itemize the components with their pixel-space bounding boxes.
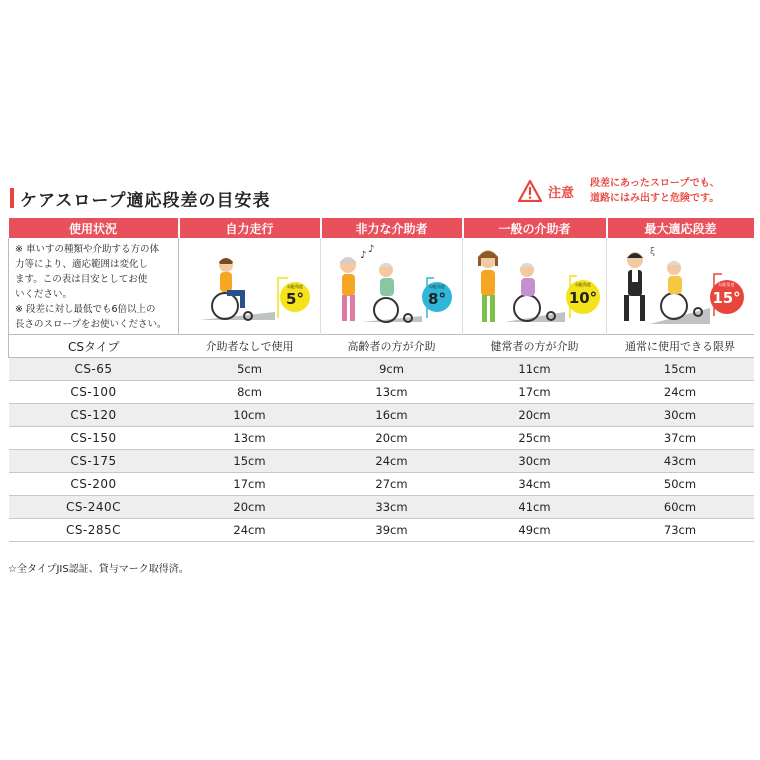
caption-general-assistant: 健常者の方が介助 — [463, 335, 607, 358]
type-header: CSタイプ — [9, 335, 179, 358]
value-cell: 30cm — [607, 404, 754, 427]
caption-self-propelled: 介助者なしで使用 — [179, 335, 321, 358]
table-row — [9, 381, 754, 404]
value-cell: 15cm — [607, 358, 754, 381]
value-cell: 73cm — [607, 519, 754, 542]
note-line: 力等により、適応範囲は変化し — [15, 259, 149, 270]
header-max-step: 最大適応段差 — [607, 218, 754, 238]
illustration-general-assistant — [463, 238, 607, 335]
table-row — [9, 496, 754, 519]
svg-text:ξ: ξ — [650, 247, 656, 257]
title-accent-bar — [10, 188, 14, 208]
value-cell: 20cm — [463, 404, 607, 427]
page-title: ケアスロープ適応段差の目安表 — [20, 191, 271, 211]
illustration-max-step — [607, 238, 754, 335]
header-self-propelled: 自力走行 — [179, 218, 321, 238]
angle-value: 10° — [568, 289, 598, 307]
model-cell: CS-150 — [9, 427, 179, 450]
angle-label: 勾配角度 — [718, 282, 735, 287]
model-cell: CS-120 — [9, 404, 179, 427]
illustration-row — [9, 238, 754, 335]
value-cell: 24cm — [321, 450, 463, 473]
type-caption-row — [9, 335, 754, 358]
caution-line-1: 段差にあったスロープでも、 — [590, 178, 720, 189]
value-cell: 8cm — [179, 381, 321, 404]
angle-label: 勾配角度 — [429, 284, 445, 289]
note-line: ※ 車いすの種類や介助する方の体 — [15, 244, 159, 255]
angle-badge — [280, 282, 310, 312]
value-cell: 34cm — [463, 473, 607, 496]
footnote: ☆全タイプJIS認証、貸与マーク取得済。 — [8, 564, 189, 575]
value-cell: 16cm — [321, 404, 463, 427]
value-cell: 25cm — [463, 427, 607, 450]
table-row — [9, 404, 754, 427]
caption-max-step: 通常に使用できる限界 — [607, 335, 754, 358]
value-cell: 43cm — [607, 450, 754, 473]
value-cell: 9cm — [321, 358, 463, 381]
model-cell: CS-100 — [9, 381, 179, 404]
value-cell: 17cm — [179, 473, 321, 496]
angle-badge — [422, 282, 452, 312]
value-cell: 30cm — [463, 450, 607, 473]
value-cell: 33cm — [321, 496, 463, 519]
value-cell: 11cm — [463, 358, 607, 381]
value-cell: 41cm — [463, 496, 607, 519]
value-cell: 24cm — [607, 381, 754, 404]
value-cell: 20cm — [179, 496, 321, 519]
svg-text:♪: ♪ — [367, 244, 374, 255]
value-cell: 27cm — [321, 473, 463, 496]
model-cell: CS-240C — [9, 496, 179, 519]
warning-icon — [518, 180, 542, 202]
caution-label: 注意 — [548, 186, 575, 201]
table-row — [9, 427, 754, 450]
header-general-assistant: 一般の介助者 — [463, 218, 607, 238]
value-cell: 17cm — [463, 381, 607, 404]
table-row — [9, 473, 754, 496]
value-cell: 15cm — [179, 450, 321, 473]
model-cell: CS-65 — [9, 358, 179, 381]
angle-label: 勾配角度 — [575, 282, 591, 287]
illustration-self-propelled — [179, 238, 321, 335]
angle-value: 8° — [428, 290, 446, 308]
value-cell: 39cm — [321, 519, 463, 542]
caution-text — [590, 176, 720, 206]
value-cell: 24cm — [179, 519, 321, 542]
header-weak-assistant: 非力な介助者 — [321, 218, 463, 238]
angle-value: 5° — [286, 290, 304, 308]
value-cell: 5cm — [179, 358, 321, 381]
value-cell: 10cm — [179, 404, 321, 427]
table-row — [9, 358, 754, 381]
angle-badge — [710, 280, 744, 314]
illustration-weak-assistant — [321, 238, 463, 335]
slope-guide-table — [8, 218, 754, 542]
table-row — [9, 519, 754, 542]
model-cell: CS-200 — [9, 473, 179, 496]
angle-value: 15° — [712, 289, 741, 307]
caution-box — [518, 176, 758, 212]
note-line: 長さのスロープをお使いください。 — [15, 319, 167, 330]
value-cell: 37cm — [607, 427, 754, 450]
value-cell: 49cm — [463, 519, 607, 542]
table-header-row — [9, 218, 754, 238]
note-line: いください。 — [15, 289, 73, 300]
angle-label: 勾配角度 — [287, 284, 303, 289]
note-line: ます。この表は目安としてお使 — [15, 274, 148, 285]
angle-badge — [566, 280, 600, 314]
header-usage: 使用状況 — [9, 218, 179, 238]
value-cell: 13cm — [321, 381, 463, 404]
model-cell: CS-285C — [9, 519, 179, 542]
usage-notes — [9, 238, 179, 335]
value-cell: 60cm — [607, 496, 754, 519]
svg-text:♪: ♪ — [359, 250, 366, 261]
value-cell: 13cm — [179, 427, 321, 450]
table-row — [9, 450, 754, 473]
model-cell: CS-175 — [9, 450, 179, 473]
note-line: ※ 段差に対し最低でも6倍以上の — [15, 304, 156, 315]
value-cell: 20cm — [321, 427, 463, 450]
caption-weak-assistant: 高齢者の方が介助 — [321, 335, 463, 358]
caution-line-2: 道路にはみ出すと危険です。 — [590, 193, 720, 204]
value-cell: 50cm — [607, 473, 754, 496]
